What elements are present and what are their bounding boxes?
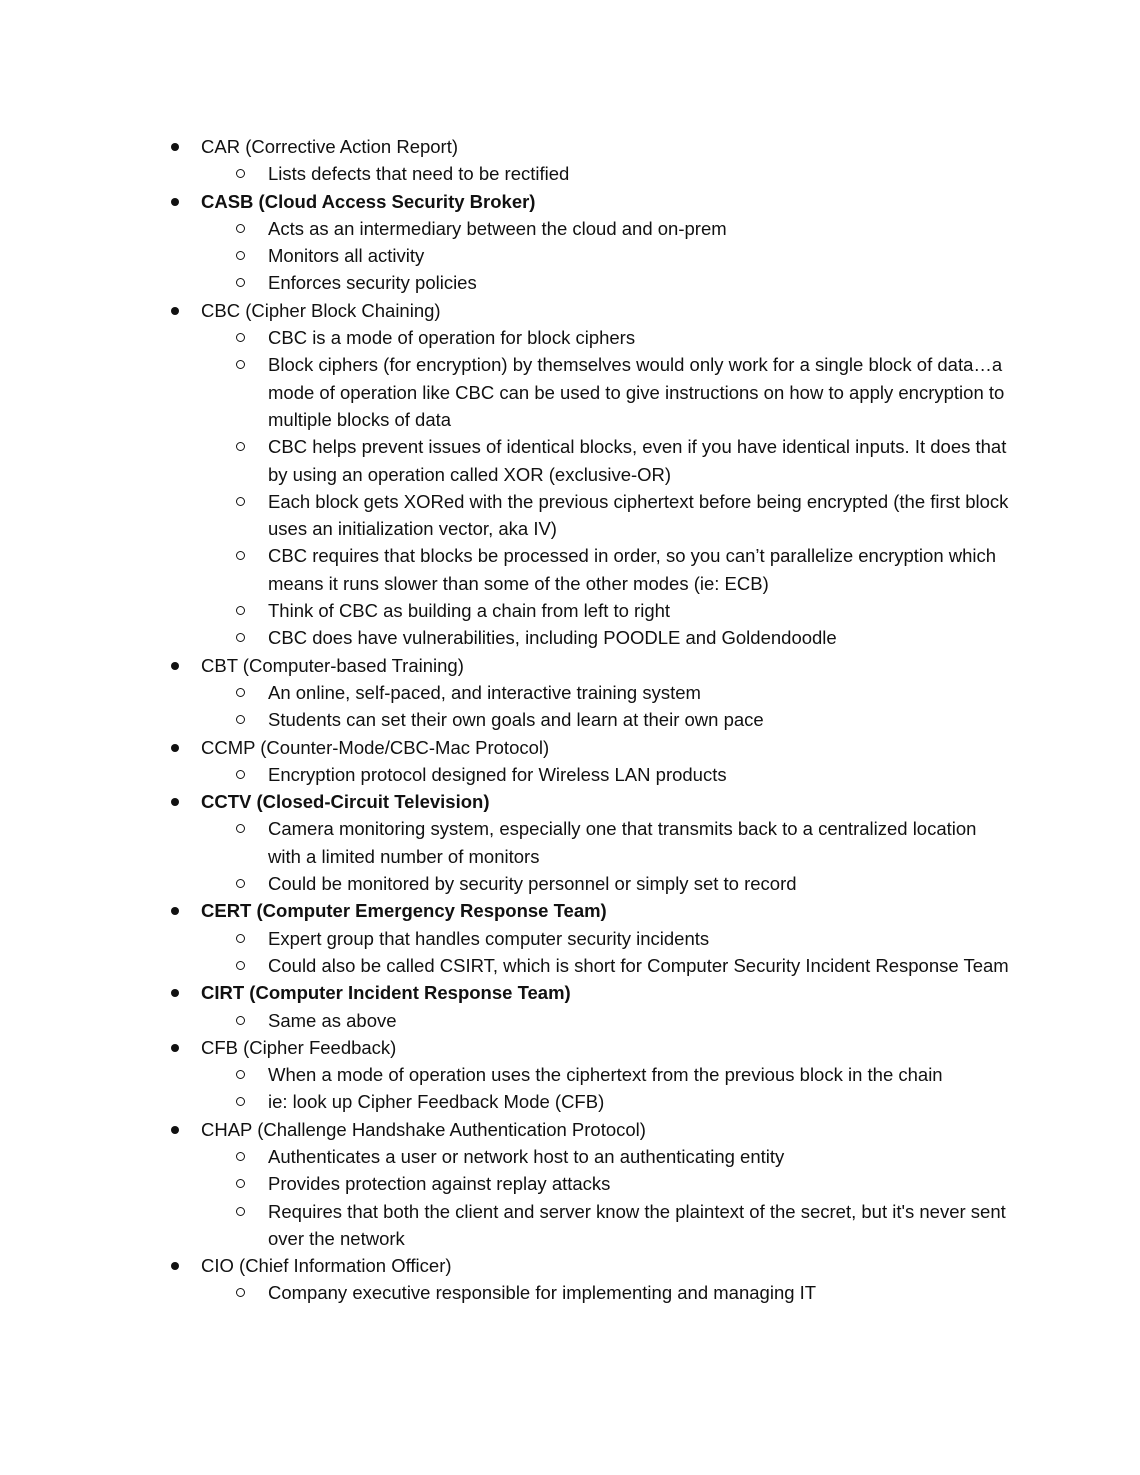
bullet-icon: [171, 662, 179, 670]
hollow-bullet-icon: [236, 1288, 245, 1297]
definition-text: Camera monitoring system, especially one that transmits back to a centralized location with a limited number of monitors: [268, 818, 977, 867]
definition-item: [0, 160, 1140, 187]
definition-text: Enforces security policies: [268, 272, 477, 294]
definition-text: ie: look up Cipher Feedback Mode (CFB): [268, 1091, 605, 1113]
hollow-bullet-icon: [236, 961, 245, 970]
definition-text: CBC helps prevent issues of identical blocks, even if you have identical inputs. It does that by using an operation called XOR (exclusive-OR): [268, 436, 1007, 485]
term-label: CAR (Corrective Action Report): [201, 136, 459, 157]
glossary-term: [0, 788, 1140, 815]
hollow-bullet-icon: [236, 251, 245, 260]
hollow-bullet-icon: [236, 688, 245, 697]
hollow-bullet-icon: [236, 169, 245, 178]
definition-item: [0, 215, 1140, 242]
definition-item: [0, 1088, 1140, 1115]
glossary-list: [0, 133, 1140, 1307]
bullet-icon: [171, 1262, 179, 1270]
term-label: CASB (Cloud Access Security Broker): [201, 190, 536, 212]
hollow-bullet-icon: [236, 1179, 245, 1188]
definition-text: Block ciphers (for encryption) by themselves would only work for a single block of data…a mode of operation like CBC can be used to give instructions on how to apply encryption to multiple blocks of data: [268, 354, 1005, 430]
definition-item: [0, 1143, 1140, 1170]
glossary-term: [0, 734, 1140, 761]
hollow-bullet-icon: [236, 1016, 245, 1025]
definition-text: Provides protection against replay attacks: [268, 1173, 611, 1195]
hollow-bullet-icon: [236, 715, 245, 724]
bullet-icon: [171, 307, 179, 315]
hollow-bullet-icon: [236, 1070, 245, 1079]
definition-item: [0, 1170, 1140, 1197]
definition-item: [0, 242, 1140, 269]
glossary-term: [0, 1034, 1140, 1061]
hollow-bullet-icon: [236, 224, 245, 233]
definition-text: Requires that both the client and server know the plaintext of the secret, but it's never sent over the network: [268, 1200, 1006, 1249]
definition-item: [0, 433, 1140, 488]
bullet-icon: [171, 798, 179, 806]
hollow-bullet-icon: [236, 360, 245, 369]
definition-item: [0, 815, 1140, 870]
hollow-bullet-icon: [236, 934, 245, 943]
definition-item: [0, 706, 1140, 733]
definition-item: [0, 269, 1140, 296]
definition-item: [0, 324, 1140, 351]
bullet-icon: [171, 989, 179, 997]
definition-text: Company executive responsible for implementing and managing IT: [268, 1282, 817, 1304]
definition-item: [0, 679, 1140, 706]
definition-item: [0, 351, 1140, 433]
definition-text: Authenticates a user or network host to an authenticating entity: [268, 1145, 785, 1167]
definition-text: Expert group that handles computer security incidents: [268, 927, 710, 949]
term-label: CFB (Cipher Feedback): [201, 1036, 397, 1058]
hollow-bullet-icon: [236, 606, 245, 615]
definition-text: Think of CBC as building a chain from left to right: [268, 600, 671, 622]
definition-text: CBC is a mode of operation for block ciphers: [268, 327, 636, 349]
definition-item: [0, 952, 1140, 979]
bullet-icon: [171, 1126, 179, 1134]
definition-item: [0, 761, 1140, 788]
definition-text: Could be monitored by security personnel or simply set to record: [268, 873, 797, 895]
term-label: CIO (Chief Information Officer): [201, 1255, 452, 1277]
definition-item: [0, 1198, 1140, 1253]
bullet-icon: [171, 907, 179, 915]
definition-item: [0, 488, 1140, 543]
definition-item: [0, 1007, 1140, 1034]
definition-text: Encryption protocol designed for Wireless LAN products: [268, 763, 727, 785]
definition-text: Students can set their own goals and learn at their own pace: [268, 709, 764, 731]
term-label: CIRT (Computer Incident Response Team): [201, 982, 571, 1004]
hollow-bullet-icon: [236, 879, 245, 888]
definition-text: When a mode of operation uses the ciphertext from the previous block in the chain: [268, 1064, 943, 1086]
term-label: CERT (Computer Emergency Response Team): [201, 900, 607, 922]
hollow-bullet-icon: [236, 633, 245, 642]
definition-text: Each block gets XORed with the previous ciphertext before being encrypted (the first block uses an initialization vector, aka IV): [268, 490, 1009, 540]
definition-item: [0, 1279, 1140, 1306]
glossary-term: [0, 133, 1140, 160]
hollow-bullet-icon: [236, 1097, 245, 1106]
term-label: CCMP (Counter-Mode/CBC-Mac Protocol): [201, 736, 550, 758]
definition-text: An online, self-paced, and interactive training system: [268, 681, 701, 703]
term-label: CBC (Cipher Block Chaining): [201, 299, 441, 321]
definition-text: Lists defects that need to be rectified: [268, 163, 570, 185]
definition-item: [0, 542, 1140, 597]
hollow-bullet-icon: [236, 770, 245, 779]
term-label: CHAP (Challenge Handshake Authentication Protocol): [201, 1118, 646, 1140]
glossary-term: [0, 1116, 1140, 1143]
glossary-term: [0, 297, 1140, 324]
hollow-bullet-icon: [236, 1152, 245, 1161]
definition-item: [0, 624, 1140, 651]
bullet-icon: [171, 744, 179, 752]
definition-item: [0, 925, 1140, 952]
definition-item: [0, 870, 1140, 897]
hollow-bullet-icon: [236, 442, 245, 451]
hollow-bullet-icon: [236, 497, 245, 506]
definition-text: Acts as an intermediary between the cloud and on-prem: [268, 217, 727, 239]
glossary-term: [0, 1252, 1140, 1279]
definition-text: CBC requires that blocks be processed in order, so you can’t parallelize encryption which means it runs slower than some of the other modes (ie: ECB): [268, 545, 997, 594]
glossary-term: [0, 652, 1140, 679]
bullet-icon: [171, 198, 179, 206]
definition-item: [0, 597, 1140, 624]
bullet-icon: [171, 1044, 179, 1052]
glossary-term: [0, 897, 1140, 924]
term-label: CCTV (Closed-Circuit Television): [201, 791, 490, 813]
bullet-icon: [171, 143, 179, 151]
definition-text: Monitors all activity: [268, 245, 425, 267]
hollow-bullet-icon: [236, 551, 245, 560]
hollow-bullet-icon: [236, 278, 245, 287]
term-label: CBT (Computer-based Training): [201, 654, 464, 676]
hollow-bullet-icon: [236, 824, 245, 833]
hollow-bullet-icon: [236, 333, 245, 342]
definition-text: Could also be called CSIRT, which is short for Computer Security Incident Response Team: [268, 954, 1009, 976]
glossary-term: [0, 188, 1140, 215]
definition-text: Same as above: [268, 1009, 397, 1031]
definition-item: [0, 1061, 1140, 1088]
definition-text: CBC does have vulnerabilities, including POODLE and Goldendoodle: [268, 627, 837, 649]
hollow-bullet-icon: [236, 1207, 245, 1216]
glossary-term: [0, 979, 1140, 1006]
